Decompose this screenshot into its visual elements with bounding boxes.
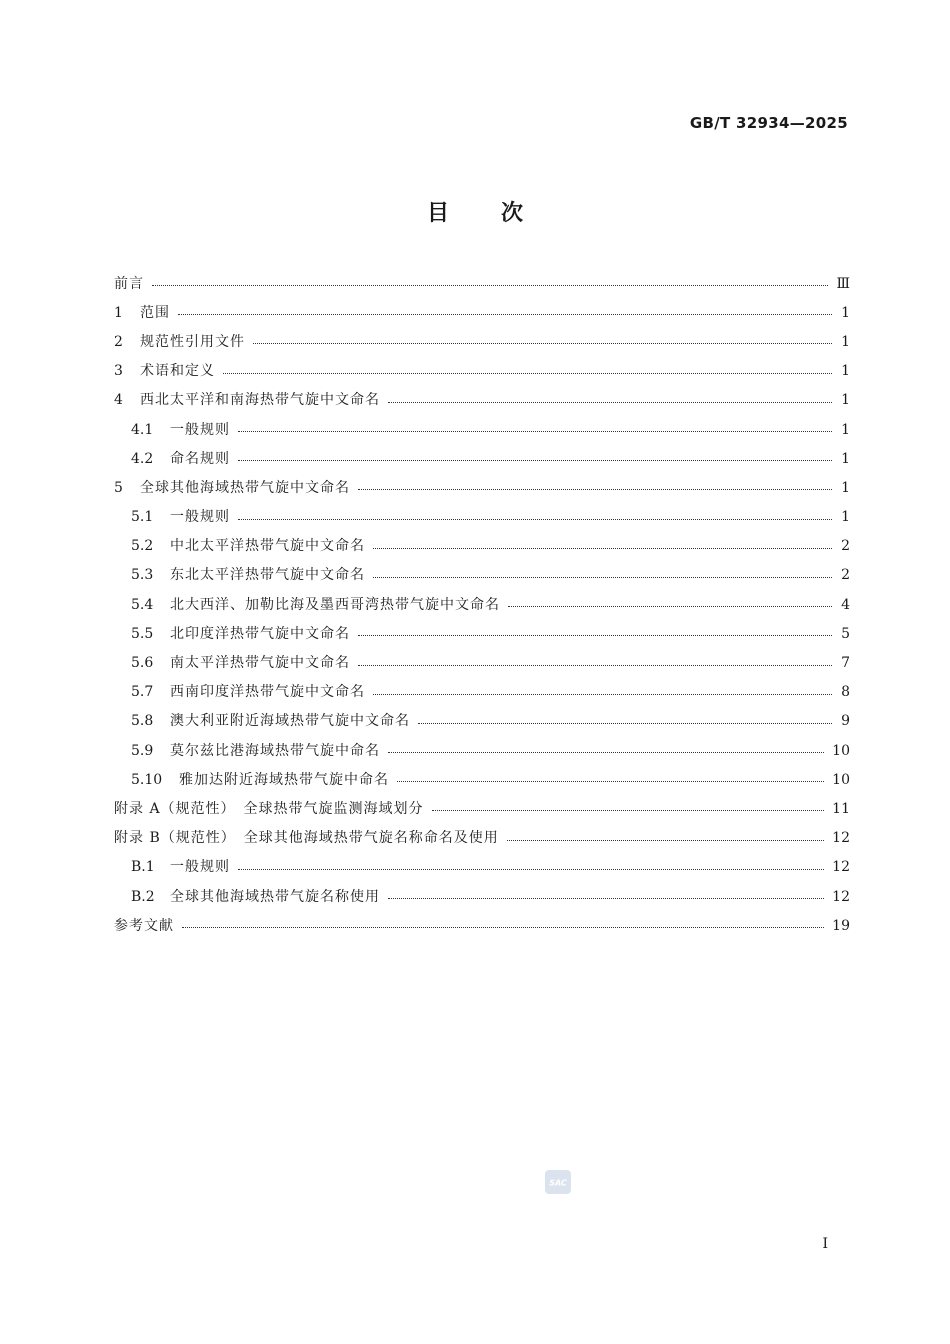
toc-subentry[interactable]	[114, 503, 850, 532]
toc-leader	[223, 373, 832, 374]
toc-subentry[interactable]	[114, 678, 850, 707]
toc-entry-number: 5.2	[131, 538, 154, 555]
toc-leader	[238, 431, 832, 432]
toc-leader	[253, 343, 832, 344]
toc-entry-number: 2	[114, 333, 123, 350]
toc-entry-page: 1	[841, 304, 850, 321]
toc-entry-text: 北印度洋热带气旋中文命名	[170, 625, 350, 642]
toc-entry-text: 附录 A（规范性） 全球热带气旋监测海域划分	[114, 800, 424, 817]
toc-entry-page: 1	[841, 333, 850, 350]
toc-entry-page: 1	[841, 421, 850, 438]
toc-entry-page: 1	[841, 450, 850, 467]
toc-leader	[388, 402, 832, 403]
toc-entry-page: 8	[841, 684, 850, 701]
svg-text:SAC: SAC	[549, 1178, 567, 1188]
toc-entry-text: 全球其他海域热带气旋中文命名	[140, 479, 350, 496]
toc-leader	[238, 869, 824, 870]
toc-subentry[interactable]	[114, 590, 850, 619]
sac-logo-icon	[547, 1176, 569, 1188]
toc-entry-number: 3	[114, 363, 123, 380]
toc-entry-page: 12	[832, 830, 850, 847]
toc-entry-page: 11	[832, 800, 850, 817]
toc-entry-page: 5	[841, 625, 850, 642]
page-number: Ⅰ	[822, 1236, 828, 1252]
toc-entry-text: 全球其他海域热带气旋名称使用	[170, 888, 380, 905]
toc-entry-text: 南太平洋热带气旋中文命名	[170, 655, 350, 672]
toc-leader	[418, 723, 832, 724]
toc-entry-appendix-b[interactable]	[114, 824, 850, 853]
toc-entry-page: 7	[841, 655, 850, 672]
toc-entry-page: 1	[841, 479, 850, 496]
toc-entry-number: 4	[114, 392, 123, 409]
toc-subentry[interactable]	[114, 415, 850, 444]
toc-leader	[358, 635, 832, 636]
toc-entry-page: 19	[832, 917, 850, 934]
toc-leader	[358, 489, 832, 490]
toc-entry-page: Ⅲ	[836, 275, 850, 292]
toc-entry-text: 西北太平洋和南海热带气旋中文命名	[140, 392, 380, 409]
toc-entry-page: 1	[841, 363, 850, 380]
toc-leader	[388, 752, 824, 753]
toc-entry-number: 5.3	[131, 567, 154, 584]
toc-entry-text: 西南印度洋热带气旋中文命名	[170, 684, 365, 701]
toc-entry-number: 5.8	[131, 713, 154, 730]
toc-entry-text: 北大西洋、加勒比海及墨西哥湾热带气旋中文命名	[170, 596, 500, 613]
toc-entry-text: 中北太平洋热带气旋中文命名	[170, 538, 365, 555]
toc-entry-number: 5.4	[131, 596, 154, 613]
toc-entry-number: B.1	[131, 859, 155, 876]
toc-subentry[interactable]	[114, 882, 850, 911]
toc-leader	[358, 665, 832, 666]
toc-entry-text: 雅加达附近海域热带气旋中命名	[179, 771, 389, 788]
toc-subentry[interactable]	[114, 853, 850, 882]
toc-leader	[397, 781, 824, 782]
toc-entry-text: 术语和定义	[140, 363, 215, 380]
toc-entry-number: 5.7	[131, 684, 154, 701]
toc-entry-page: 12	[832, 859, 850, 876]
toc-entry-text: 命名规则	[170, 450, 230, 467]
toc-entry-page: 9	[841, 713, 850, 730]
toc-leader	[388, 898, 824, 899]
toc-entry-number: 5.10	[131, 771, 163, 788]
toc-entry-foreword[interactable]	[114, 269, 850, 298]
toc-entry-page: 10	[832, 771, 850, 788]
toc-leader	[508, 606, 832, 607]
toc-leader	[507, 840, 824, 841]
toc-entry-text: 前言	[114, 275, 144, 292]
toc-entry-page: 2	[841, 567, 850, 584]
toc-entry[interactable]	[114, 298, 850, 327]
toc-leader	[238, 460, 832, 461]
toc-entry-page: 1	[841, 509, 850, 526]
toc-leader	[182, 927, 824, 928]
toc-entry-text: 参考文献	[114, 917, 174, 934]
sac-watermark-logo	[545, 1170, 571, 1194]
toc-leader	[152, 285, 828, 286]
toc-entry-number: 5	[114, 479, 123, 496]
toc-entry-text: 东北太平洋热带气旋中文命名	[170, 567, 365, 584]
toc-leader	[373, 694, 832, 695]
toc-leader	[373, 548, 832, 549]
toc-entry-number: 5.5	[131, 625, 154, 642]
toc-entry-text: 规范性引用文件	[140, 333, 245, 350]
toc-entry[interactable]	[114, 357, 850, 386]
toc-entry-text: 一般规则	[170, 509, 230, 526]
toc-entry-page: 10	[832, 742, 850, 759]
toc-entry[interactable]	[114, 473, 850, 502]
toc-entry-page: 12	[832, 888, 850, 905]
toc-entry-number: B.2	[131, 888, 155, 905]
toc-subentry[interactable]	[114, 532, 850, 561]
toc-entry-appendix-a[interactable]	[114, 794, 850, 823]
toc-entry-text: 澳大利亚附近海域热带气旋中文命名	[170, 713, 410, 730]
toc-entry-number: 1	[114, 304, 123, 321]
toc-entry-number: 5.9	[131, 742, 154, 759]
toc-subentry[interactable]	[114, 707, 850, 736]
toc-entry[interactable]	[114, 327, 850, 356]
toc-entry-text: 莫尔兹比港海域热带气旋中命名	[170, 742, 380, 759]
toc-entry-page: 2	[841, 538, 850, 555]
toc-subentry[interactable]	[114, 765, 850, 794]
toc-entry-text: 范围	[140, 304, 170, 321]
toc-subentry[interactable]	[114, 736, 850, 765]
toc-entry-number: 5.1	[131, 509, 154, 526]
toc-entry-text: 一般规则	[170, 859, 230, 876]
toc-subentry[interactable]	[114, 648, 850, 677]
toc-leader	[432, 810, 825, 811]
toc-entry[interactable]	[114, 386, 850, 415]
toc-entry-number: 4.2	[131, 450, 154, 467]
toc-subentry[interactable]	[114, 444, 850, 473]
toc-entry-number: 4.1	[131, 421, 154, 438]
page-title: 目次	[426, 201, 575, 226]
standard-code: GB/T 32934—2025	[689, 114, 848, 132]
toc-entry-number: 5.6	[131, 655, 154, 672]
toc-entry-page: 4	[841, 596, 850, 613]
toc-leader	[373, 577, 832, 578]
toc-subentry[interactable]	[114, 619, 850, 648]
toc-subentry[interactable]	[114, 561, 850, 590]
toc-leader	[238, 519, 832, 520]
toc-entry-page: 1	[841, 392, 850, 409]
table-of-contents	[114, 269, 850, 940]
toc-leader	[178, 314, 832, 315]
toc-entry-text: 一般规则	[170, 421, 230, 438]
toc-entry-references[interactable]	[114, 911, 850, 940]
toc-entry-text: 附录 B（规范性） 全球其他海域热带气旋名称命名及使用	[114, 830, 499, 847]
